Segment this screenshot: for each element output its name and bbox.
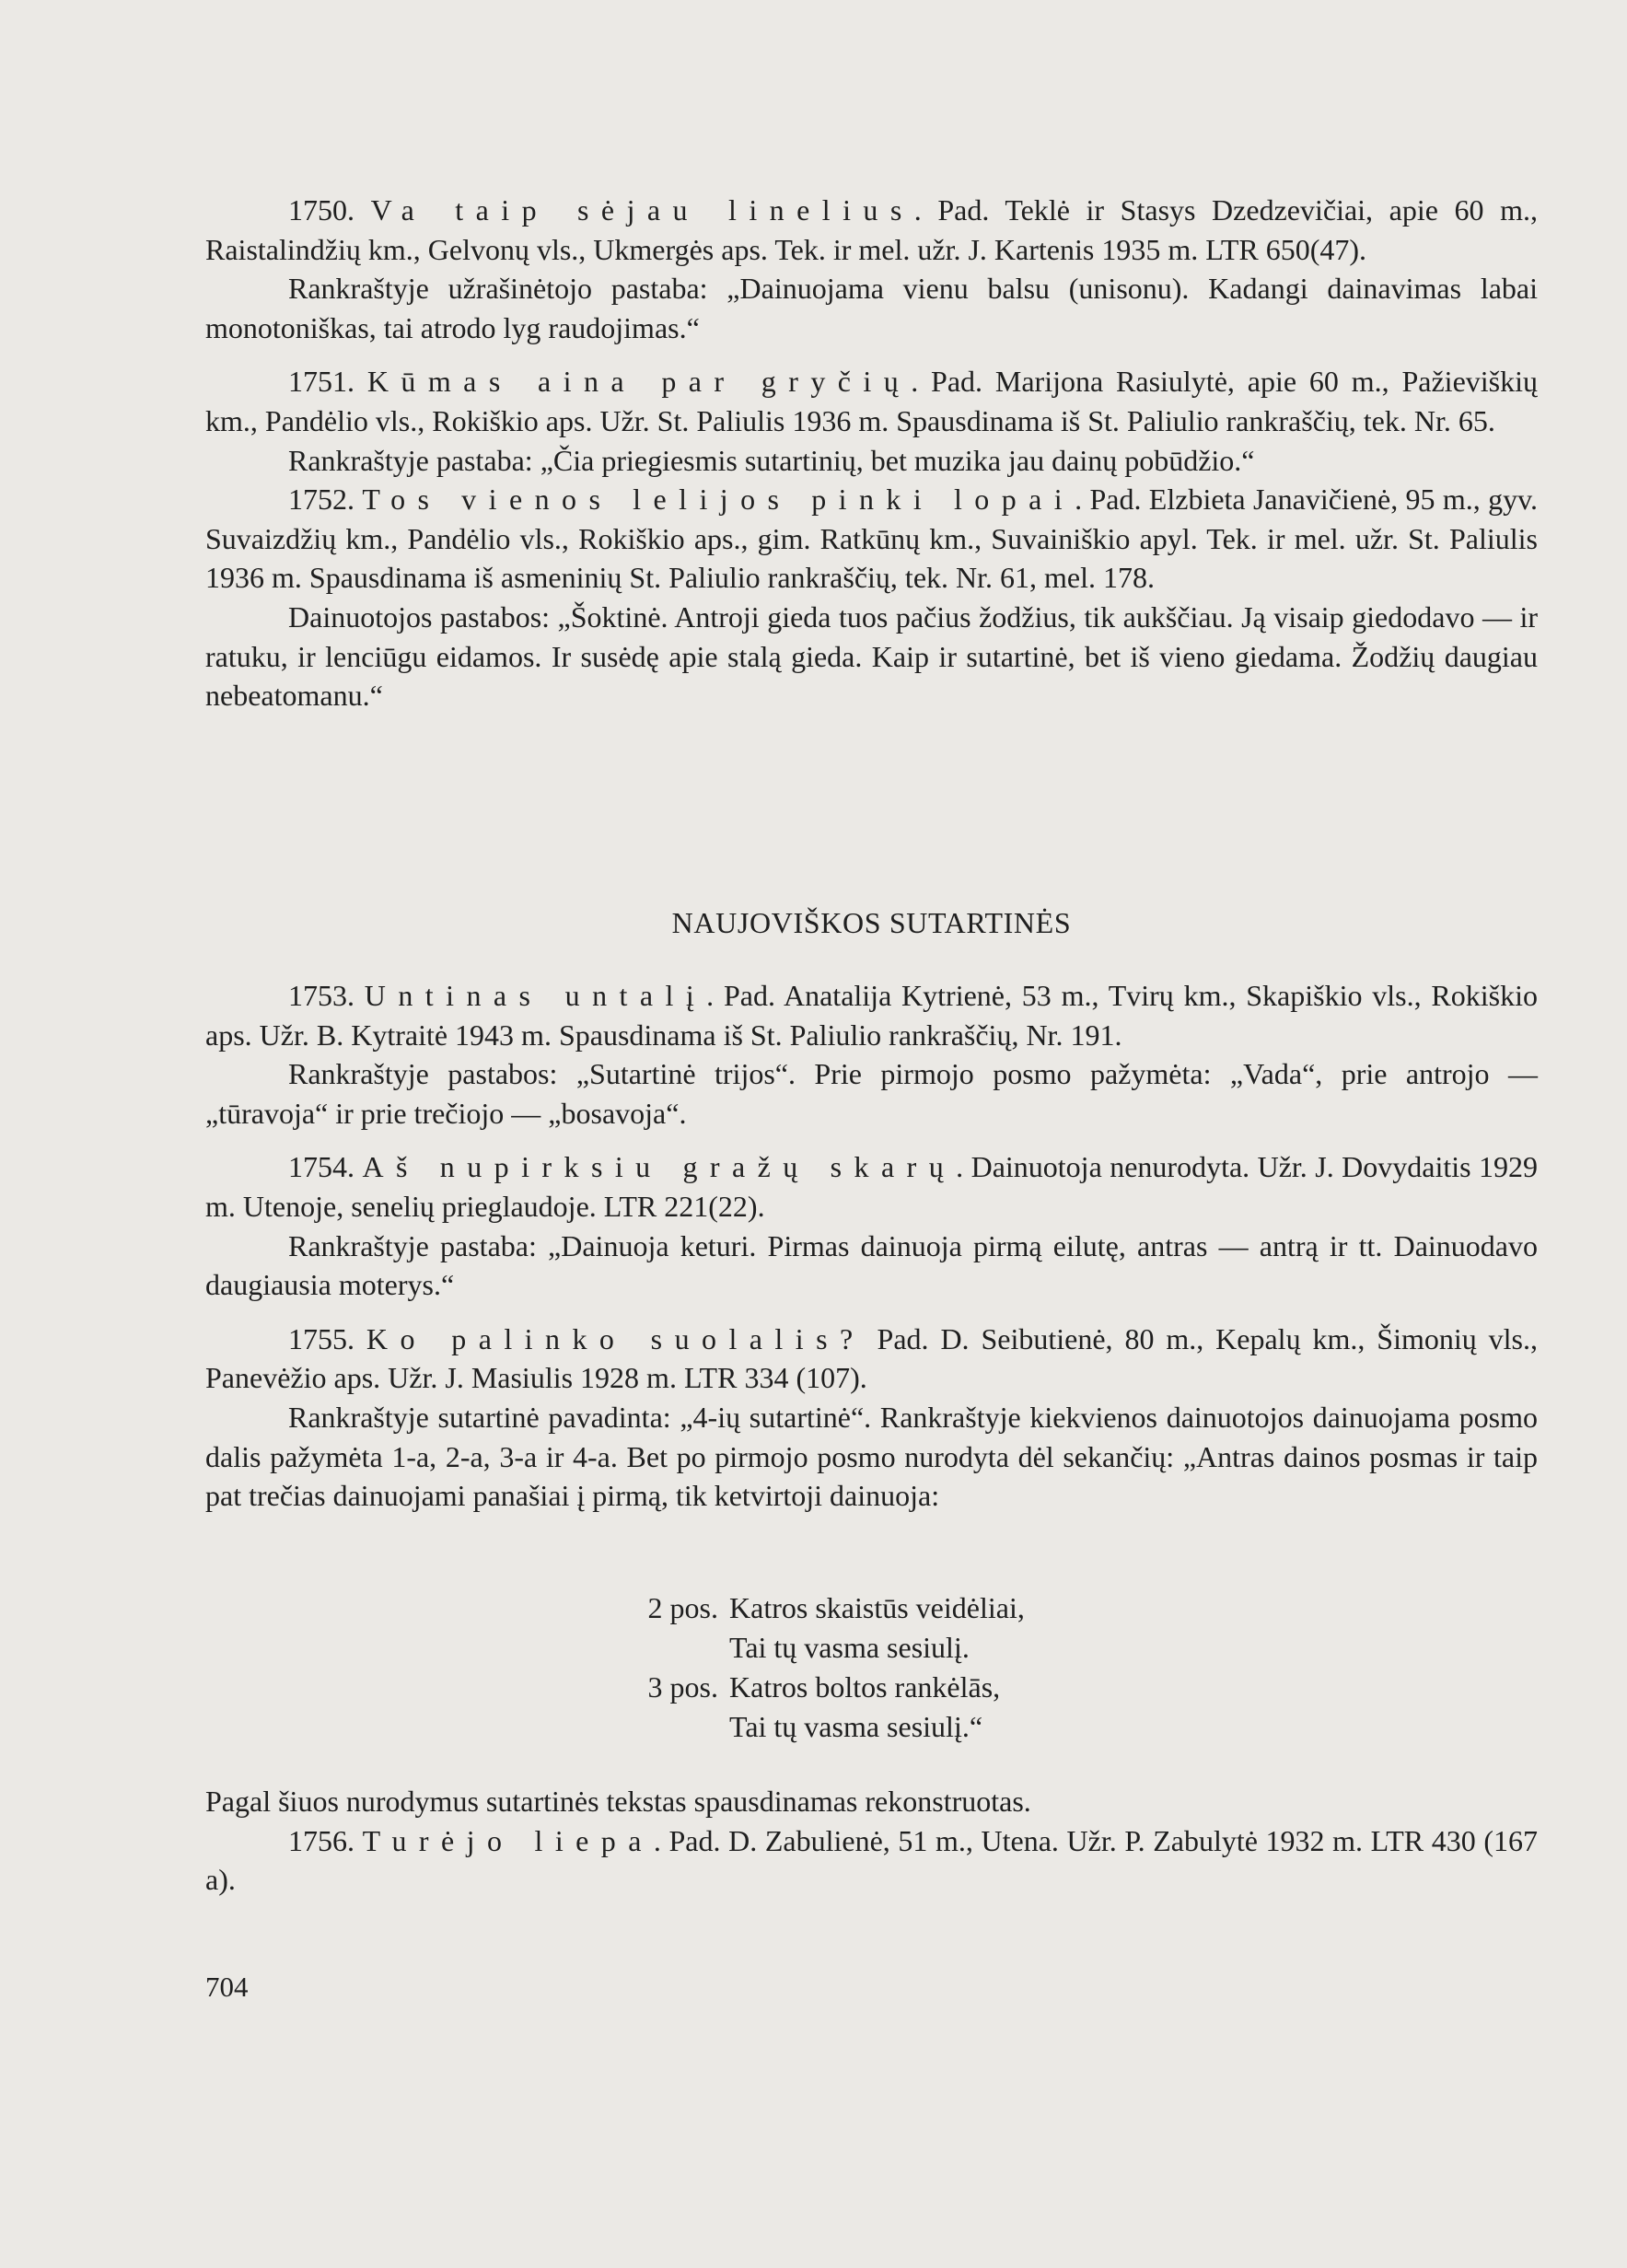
entry-note: Rankraštyje sutartinė pavadinta: „4-ių sutartinė“. Rankraštyje kiekvienos dainuotojos dainuojama posmo dalis pažymėta 1-a, 2-a, 3-a ir 4-a. Bet po pirmojo posmo nurodyta dėl sekančių: „Antras dainos posmas ir taip pat trečias dainuojami panašiai į pirmą, tik ketvirtoji dainuoja: <box>205 1400 1538 1513</box>
poem-text: Katros boltos rankėlās, <box>729 1670 1001 1704</box>
entry-1751 <box>205 362 1538 440</box>
entry-number: 1750. <box>288 193 354 227</box>
entry-details: . Pad. Marijona Rasiulytė, apie 60 m., Pažieviškių km., Pandėlio vls., Rokiškio aps. Užr. St. Paliulis 1936 m. Spausdinama iš St. Paliulio rankraščių, tek. Nr. 65. <box>205 365 1539 437</box>
entries-bottom <box>205 976 1538 1516</box>
poem-quote <box>628 1588 1025 1747</box>
entry-1752 <box>205 480 1538 598</box>
entry-details: . Pad. Anatalija Kytrienė, 53 m., Tvirų km., Skapiškio vls., Rokiškio aps. Užr. B. Kytraitė 1943 m. Spausdinama iš St. Paliulio rankraščių, Nr. 191. <box>205 979 1538 1052</box>
poem-line <box>628 1628 1025 1668</box>
entry-1753 <box>205 976 1538 1054</box>
poem-line <box>628 1668 1025 1707</box>
song-title: Va taip sėjau linelius <box>370 193 914 227</box>
section-heading: NAUJOVIŠKOS SUTARTINĖS <box>671 906 1072 939</box>
entry-number: 1751. <box>288 365 354 399</box>
entry-details: Pad. D. Seibutienė, 80 m., Kepalų km., Šimonių vls., Panevėžio aps. Užr. J. Masiulis 1928 m. LTR 334 (107). <box>205 1321 1539 1395</box>
poem-line <box>628 1707 1025 1747</box>
song-title: Kūmas aina par gryčių <box>366 365 912 399</box>
entry-details: . Pad. D. Zabulienė, 51 m., Utena. Užr. P. Zabulytė 1932 m. LTR 430 (167 a). <box>205 1823 1539 1897</box>
entry-note: Dainuotojos pastabos: „Šoktinė. Antroji gieda tuos pačius žodžius, tik aukščiau. Ją visaip giedodavo — ir ratuku, ir lenciūgu eidamos. Ir susėdę apie stalą gieda. Kaip ir sutartinė, bet iš vieno giedama. Žodžių daugiau nebeatomanu.“ <box>205 599 1538 713</box>
entry-number: 1755. <box>288 1321 354 1355</box>
entries-top <box>205 191 1538 715</box>
poem-stanza-label: 2 pos. <box>647 1591 718 1624</box>
song-title: Ko palinko suolalis? <box>366 1321 866 1355</box>
poem-text: Tai tų vasma sesiulį.“ <box>729 1710 983 1743</box>
entry-number: 1754. <box>288 1150 354 1184</box>
after-poem-note: Pagal šiuos nurodymus sutartinės tekstas spausdinamas rekonstruotas. <box>205 1785 1031 1818</box>
entry-note: Rankraštyje pastaba: „Čia priegiesmis sutartinių, bet muzika jau dainų pobūdžio.“ <box>288 443 1255 477</box>
entry-note: Rankraštyje pastabos: „Sutartinė trijos“. Prie pirmojo posmo pažymėta: „Vada“, prie antrojo — „tūravoja“ ir prie trečiojo — „bosavoja“. <box>205 1057 1538 1130</box>
entry-note: Rankraštyje užrašinėtojo pastaba: „Dainuojama vienu balsu (unisonu). Kadangi dainavimas labai monotoniškas, tai atrodo lyg raudojimas.“ <box>205 272 1538 344</box>
entry-note: Rankraštyje pastaba: „Dainuoja keturi. Pirmas dainuoja pirmą eilutę, antras — antrą ir tt. Dainuodavo daugiausia moterys.“ <box>205 1228 1538 1302</box>
song-title: Turėjo liepa <box>362 1823 654 1857</box>
entries-final <box>205 1782 1538 1900</box>
entry-details: . Dainuotoja nenurodyta. Užr. J. Dovydaitis 1929 m. Utenoje, senelių prieglaudoje. LTR 221(22). <box>205 1150 1538 1223</box>
entry-1756 <box>205 1821 1538 1900</box>
song-title: Untinas untalį <box>364 979 707 1012</box>
entry-1754 <box>205 1147 1538 1226</box>
page-number: 704 <box>205 1971 249 2003</box>
entry-details: . Pad. Teklė ir Stasys Dzedzevičiai, apie 60 m., Raistalindžių km., Gelvonų vls., Ukmergės aps. Tek. ir mel. užr. J. Kartenis 1935 m. LTR 650(47). <box>205 193 1538 266</box>
song-title: Tos vienos lelijos pinki lopai <box>362 483 1075 517</box>
entry-1750 <box>205 191 1538 269</box>
poem-stanza-label <box>628 1707 729 1747</box>
poem-stanza-label <box>628 1628 729 1668</box>
song-title: Aš nupirksiu gražų skarų <box>362 1150 957 1184</box>
poem-text: Katros skaistūs veidėliai, <box>729 1591 1025 1624</box>
poem-line <box>628 1588 1025 1628</box>
entry-number: 1756. <box>288 1823 354 1857</box>
entry-number: 1753. <box>288 979 354 1012</box>
poem-text: Tai tų vasma sesiulį. <box>729 1631 970 1664</box>
entry-details: . Pad. Elzbieta Janavičienė, 95 m., gyv. Suvaizdžių km., Pandėlio vls., Rokiškio aps., gim. Ratkūnų km., Suvainiškio apyl. Tek. ir mel. užr. St. Paliulis 1936 m. Spausdinama iš asmeninių St. Paliulio rankraščių, tek. Nr. 61, mel. 178. <box>205 483 1538 595</box>
entry-number: 1752. <box>288 483 354 517</box>
entry-1755 <box>205 1320 1538 1398</box>
poem-stanza-label: 3 pos. <box>647 1670 718 1704</box>
